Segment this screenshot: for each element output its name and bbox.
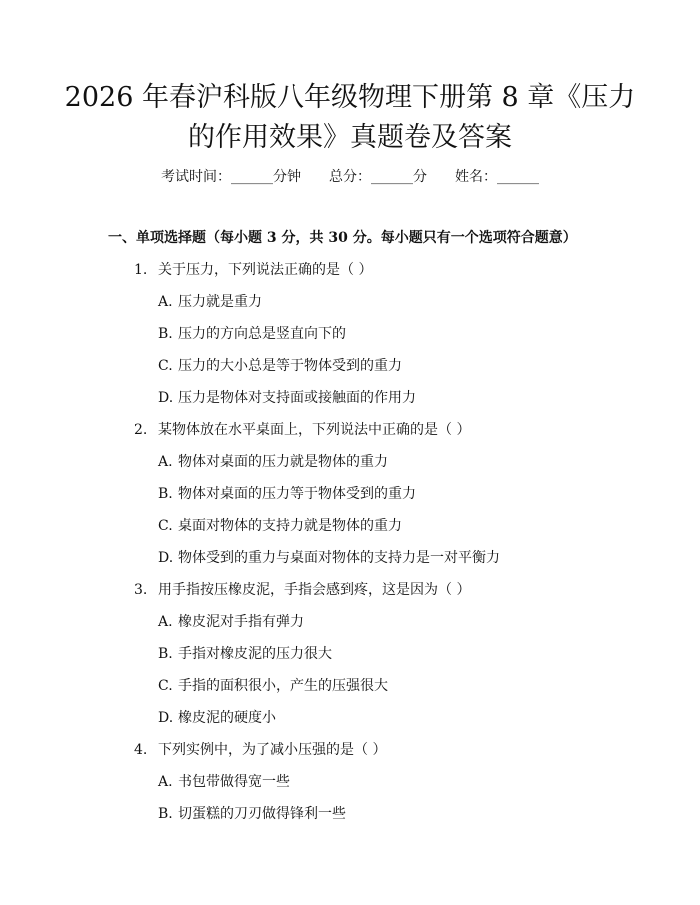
option-key: B. [158, 646, 173, 662]
document-title: 2026 年春沪科版八年级物理下册第 8 章《压力的作用效果》真题卷及答案 [64, 82, 636, 153]
option-key: B. [158, 806, 173, 822]
question-stem: 关于压力，下列说法正确的是（ ） [158, 262, 373, 278]
question-1-option-c [158, 356, 402, 376]
option-text: 橡皮泥的硬度小 [178, 710, 276, 726]
question-1-option-b [158, 324, 346, 344]
option-key: C. [158, 518, 173, 534]
question-4-option-a [158, 772, 290, 792]
question-4-option-b [158, 804, 346, 824]
total-score-field: 总分：______分 [329, 169, 427, 185]
question-number: 4. [134, 742, 148, 758]
option-key: D. [158, 390, 174, 406]
exam-info-line [0, 167, 700, 187]
option-key: D. [158, 710, 174, 726]
option-text: 压力的大小总是等于物体受到的重力 [178, 358, 402, 374]
question-3-option-c [158, 676, 388, 696]
section-heading: 一、单项选择题（每小题 3 分，共 30 分。每小题只有一个选项符合题意） [108, 230, 577, 246]
question-number: 3. [134, 582, 148, 598]
question-3 [134, 580, 470, 600]
question-4 [134, 740, 386, 760]
option-text: 压力的方向总是竖直向下的 [178, 326, 346, 342]
option-text: 书包带做得宽一些 [178, 774, 290, 790]
option-key: A. [158, 294, 173, 310]
option-key: A. [158, 774, 173, 790]
question-3-option-d [158, 708, 276, 728]
question-1-option-d [158, 388, 416, 408]
exam-time-field: 考试时间：______分钟 [161, 169, 301, 185]
option-text: 手指的面积很小，产生的压强很大 [178, 678, 388, 694]
question-2-option-a [158, 452, 388, 472]
option-key: C. [158, 358, 173, 374]
option-text: 压力就是重力 [178, 294, 262, 310]
option-key: C. [158, 678, 173, 694]
option-key: B. [158, 326, 173, 342]
option-text: 物体对桌面的压力等于物体受到的重力 [178, 486, 416, 502]
question-number: 1. [134, 262, 148, 278]
question-2-option-d [158, 548, 500, 568]
option-text: 桌面对物体的支持力就是物体的重力 [178, 518, 402, 534]
question-1-option-a [158, 292, 262, 312]
option-key: B. [158, 486, 173, 502]
student-name-field: 姓名：______ [455, 169, 539, 185]
question-2-option-b [158, 484, 416, 504]
option-text: 切蛋糕的刀刃做得锋利一些 [178, 806, 346, 822]
option-key: D. [158, 550, 174, 566]
question-stem: 用手指按压橡皮泥，手指会感到疼，这是因为（ ） [158, 582, 471, 598]
question-2-option-c [158, 516, 402, 536]
question-stem: 某物体放在水平桌面上，下列说法中正确的是（ ） [158, 422, 471, 438]
option-text: 物体受到的重力与桌面对物体的支持力是一对平衡力 [178, 550, 500, 566]
option-key: A. [158, 614, 173, 630]
question-1 [134, 260, 372, 280]
question-number: 2. [134, 422, 148, 438]
option-text: 橡皮泥对手指有弹力 [178, 614, 304, 630]
question-2 [134, 420, 470, 440]
question-3-option-b [158, 644, 332, 664]
question-stem: 下列实例中，为了减小压强的是（ ） [158, 742, 387, 758]
option-text: 压力是物体对支持面或接触面的作用力 [178, 390, 416, 406]
option-text: 物体对桌面的压力就是物体的重力 [178, 454, 388, 470]
option-key: A. [158, 454, 173, 470]
question-3-option-a [158, 612, 304, 632]
option-text: 手指对橡皮泥的压力很大 [178, 646, 332, 662]
